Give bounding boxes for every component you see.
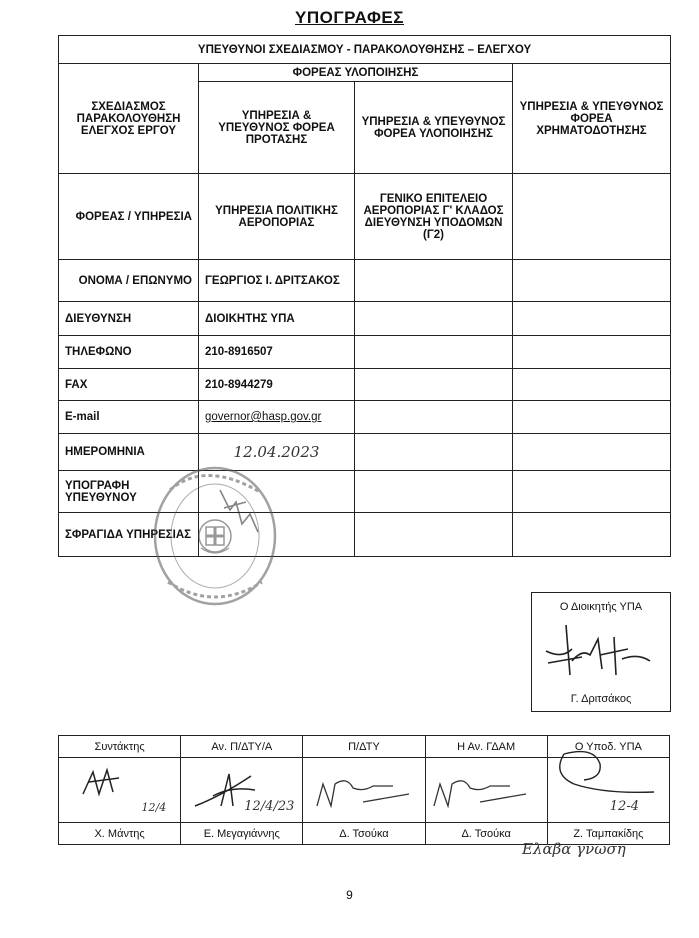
date-c2 [355, 434, 513, 471]
page-title: ΥΠΟΓΡΑΦΕΣ [295, 8, 404, 27]
date-handwritten: 12.04.2023 [233, 443, 320, 461]
col1-header: ΥΠΗΡΕΣΙΑ & ΥΠΕΥΘΥΝΟΣ ΦΟΡΕΑ ΠΡΟΤΑΣΗΣ [199, 82, 355, 174]
approval-header-1: Συντάκτης [59, 736, 181, 758]
row-label-sfragida: ΣΦΡΑΓΙΔΑ ΥΠΗΡΕΣΙΑΣ [59, 513, 199, 557]
approval-name-5: Ζ. Ταμπακίδης [547, 823, 669, 845]
approval-header-4: Η Αν. ΓΔΑΜ [425, 736, 547, 758]
approval-name-1: Χ. Μάντης [59, 823, 181, 845]
approval-header-5: Ο Υποδ. ΥΠΑ [547, 736, 669, 758]
foreas-funding [513, 174, 671, 260]
director-title: Ο Διοικητής ΥΠΑ [559, 601, 643, 613]
date-c3 [513, 434, 671, 471]
ypografi-c2 [355, 471, 513, 513]
approval-date-1: 12/4 [141, 801, 167, 814]
handwritten-note: Ελαβα γνωση [522, 840, 626, 858]
approvals-table [58, 735, 670, 845]
row-label-fax: FAX [59, 369, 199, 401]
dieuthynsi-value: ΔΙΟΙΚΗΤΗΣ ΥΠΑ [199, 302, 355, 336]
approval-name-4: Δ. Τσούκα [425, 823, 547, 845]
col0-header: ΣΧΕΔΙΑΣΜΟΣ ΠΑΡΑΚΟΛΟΥΘΗΣΗ ΕΛΕΓΧΟΣ ΕΡΓΟΥ [59, 64, 199, 174]
onoma-value: ΓΕΩΡΓΙΟΣ Ι. ΔΡΙΤΣΑΚΟΣ [199, 260, 355, 302]
table-header: ΥΠΕΥΘΥΝΟΙ ΣΧΕΔΙΑΣΜΟΥ - ΠΑΡΑΚΟΛΟΥΘΗΣΗΣ – ΕΛΕΓΧΟΥ [59, 36, 671, 64]
ypografi-c3 [513, 471, 671, 513]
director-name: Γ. Δριτσάκος [570, 693, 632, 705]
signature-icon [430, 772, 530, 812]
page-number: 9 [346, 888, 353, 902]
onoma-c3 [513, 260, 671, 302]
dieuthynsi-c2 [355, 302, 513, 336]
signature-icon [79, 764, 139, 804]
sfragida-c2 [355, 513, 513, 557]
approval-name-2: Ε. Μεγαγιάννης [181, 823, 303, 845]
row-label-email: E-mail [59, 401, 199, 434]
foreas-implementation: ΓΕΝΙΚΟ ΕΠΙΤΕΛΕΙΟ ΑΕΡΟΠΟΡΙΑΣ Γ' ΚΛΑΔΟΣ ΔΙΕΥΘΥΝΣΗ ΥΠΟΔΟΜΩΝ (Γ2) [355, 174, 513, 260]
fax-value: 210-8944279 [199, 369, 355, 401]
director-signature-box [531, 592, 671, 712]
approval-header-2: Αν. Π/ΔΤΥ/Α [181, 736, 303, 758]
col2-header: ΥΠΗΡΕΣΙΑ & ΥΠΕΥΘΥΝΟΣ ΦΟΡΕΑ ΥΛΟΠΟΙΗΣΗΣ [355, 82, 513, 174]
tilefono-c3 [513, 336, 671, 369]
onoma-c2 [355, 260, 513, 302]
approval-signature-5 [547, 758, 669, 823]
row-label-foreas: ΦΟΡΕΑΣ / ΥΠΗΡΕΣΙΑ [59, 174, 199, 260]
approval-name-3: Δ. Τσούκα [303, 823, 425, 845]
approval-signature-4 [425, 758, 547, 823]
sfragida-c3 [513, 513, 671, 557]
approval-date-5: 12-4 [609, 799, 639, 814]
tilefono-c2 [355, 336, 513, 369]
director-signature-icon [542, 619, 660, 681]
email-c3 [513, 401, 671, 434]
approval-date-2: 12/4/23 [244, 799, 295, 814]
row-label-tilefono: ΤΗΛΕΦΩΝΟ [59, 336, 199, 369]
approval-signature-3 [303, 758, 425, 823]
row-label-date: ΗΜΕΡΟΜΗΝΙΑ [59, 434, 199, 471]
fax-c3 [513, 369, 671, 401]
approval-header-3: Π/ΔΤΥ [303, 736, 425, 758]
approval-signature-2 [181, 758, 303, 823]
approval-signature-1 [59, 758, 181, 823]
col3-header: ΥΠΗΡΕΣΙΑ & ΥΠΕΥΘΥΝΟΣ ΦΟΡΕΑ ΧΡΗΜΑΤΟΔΟΤΗΣΗΣ [513, 64, 671, 174]
signature-icon [313, 772, 413, 812]
dieuthynsi-c3 [513, 302, 671, 336]
row-label-dieuthynsi: ΔΙΕΥΘΥΝΣΗ [59, 302, 199, 336]
email-link[interactable]: governor@hasp.gov.gr [205, 411, 322, 423]
foreas-proposal: ΥΠΗΡΕΣΙΑ ΠΟΛΙΤΙΚΗΣ ΑΕΡΟΠΟΡΙΑΣ [199, 174, 355, 260]
fax-c2 [355, 369, 513, 401]
email-c2 [355, 401, 513, 434]
implementing-body-header: ΦΟΡΕΑΣ ΥΛΟΠΟΙΗΣΗΣ [199, 64, 513, 82]
row-label-onoma: ΟΝΟΜΑ / ΕΠΩΝΥΜΟ [59, 260, 199, 302]
official-seal-icon [150, 462, 280, 610]
signature-icon [554, 750, 664, 800]
tilefono-value: 210-8916507 [199, 336, 355, 369]
row-label-ypografi: ΥΠΟΓΡΑΦΗ ΥΠΕΥΘΥΝΟΥ [59, 471, 199, 513]
